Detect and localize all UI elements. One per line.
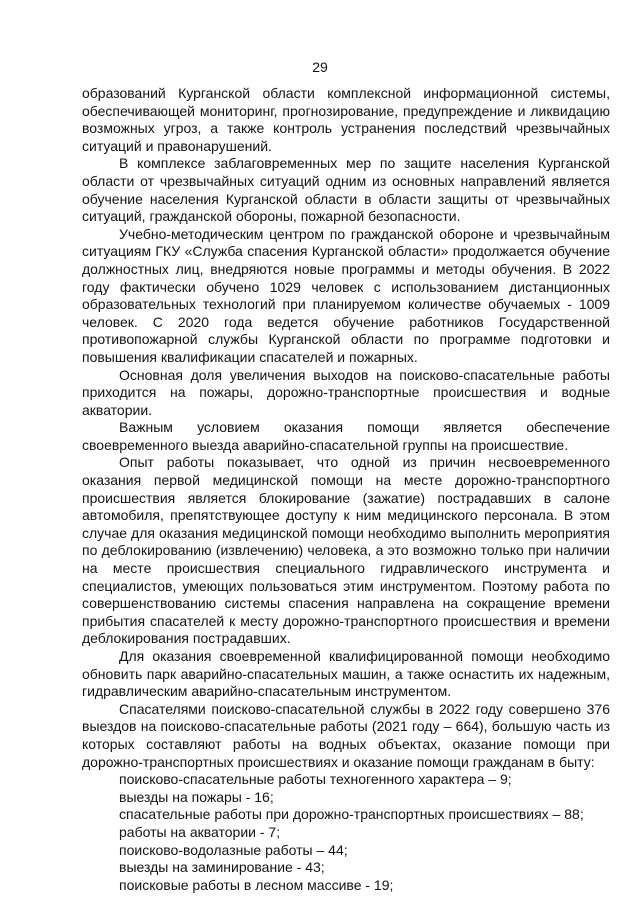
paragraph-work-experience: Опыт работы показывает, что одной из причин несвоевременного оказания первой медицинской помощи на месте дорожно-транспортного происшествия является блокирование (зажатие) пострадавших в салоне автомобиля, препятствующее доступу к ним медицинского персонала. В этом случае для оказания медицинской помощи необходимо выполнить мероприятия по деблокированию (извлечению) человека, а это возможно только при наличии на месте происшествия специального гидравлического инструмента и специалистов, умеющих пользоваться этим инструментом. Поэтому работа по совершенствованию системы спасения направлена на сокращение времени прибытия спасателей к месту дорожно-транспортного происшествия и времени деблокирования пострадавших. — [82, 454, 610, 647]
document-body — [82, 85, 610, 894]
list-item: выезды на пожары - 16; — [119, 788, 274, 805]
list-item: поисковые работы в лесном массиве - 19; — [119, 876, 394, 893]
list-item: спасательные работы при дорожно-транспортных происшествиях – 88; — [119, 806, 584, 823]
list-item: поисково-спасательные работы техногенного характера – 9; — [119, 771, 512, 788]
paragraph-important-condition: Важным условием оказания помощи является обеспечение своевременного выезда аварийно-спасательной группы на происшествие. — [82, 419, 610, 453]
paragraph-rescuers-2022: Спасателями поисково-спасательной службы в 2022 году совершено 376 выездов на поисково-спасательные работы (2021 году – 664), большую часть из которых составляют работы на водных объектах, оказание помощи при дорожно-транспортных происшествиях и оказание помощи гражданам в быту: — [82, 700, 610, 770]
paragraph-continuation: образований Курганской области комплексной информационной системы, обеспечивающей мониторинг, прогнозирование, предупреждение и ликвидацию возможных угроз, а также контроль устранения последствий чрезвычайных ситуаций и правонарушений. — [82, 85, 610, 154]
rescue-work-list — [82, 771, 610, 894]
list-item: работы на акватории - 7; — [119, 823, 281, 840]
paragraph-main-share: Основная доля увеличения выходов на поисково-спасательные работы приходится на пожары, дорожно-транспортные происшествия и водные акватории. — [82, 366, 610, 418]
list-item: выезды на заминирование - 43; — [119, 859, 325, 876]
page-number: 29 — [312, 59, 328, 75]
paragraph-fleet-update: Для оказания своевременной квалифицированной помощи необходимо обновить парк аварийно-спасательных машин, а также оснастить их надежным, гидравлическим аварийно-спасательным инструментом. — [82, 648, 610, 700]
list-item: поисково-водолазные работы – 44; — [119, 841, 348, 858]
paragraph-training-center: Учебно-методическим центром по гражданской обороне и чрезвычайным ситуациям ГКУ «Служба спасения Курганской области» продолжается обучение должностных лиц, внедряются новые программы и методы обучения. В 2022 году фактически обучено 1029 человек с использованием дистанционных образовательных технологий при планируемом количестве обучаемых - 1009 человек. С 2020 года ведется обучение работников Государственной противопожарной службы Курганской области по программе подготовки и повышения квалификации спасателей и пожарных. — [82, 225, 610, 365]
paragraph-population-training: В комплексе заблаговременных мер по защите населения Курганской области от чрезвычайных ситуаций одним из основных направлений является обучение населения Курганской области в области защиты от чрезвычайных ситуаций, гражданской обороны, пожарной безопасности. — [82, 155, 610, 225]
